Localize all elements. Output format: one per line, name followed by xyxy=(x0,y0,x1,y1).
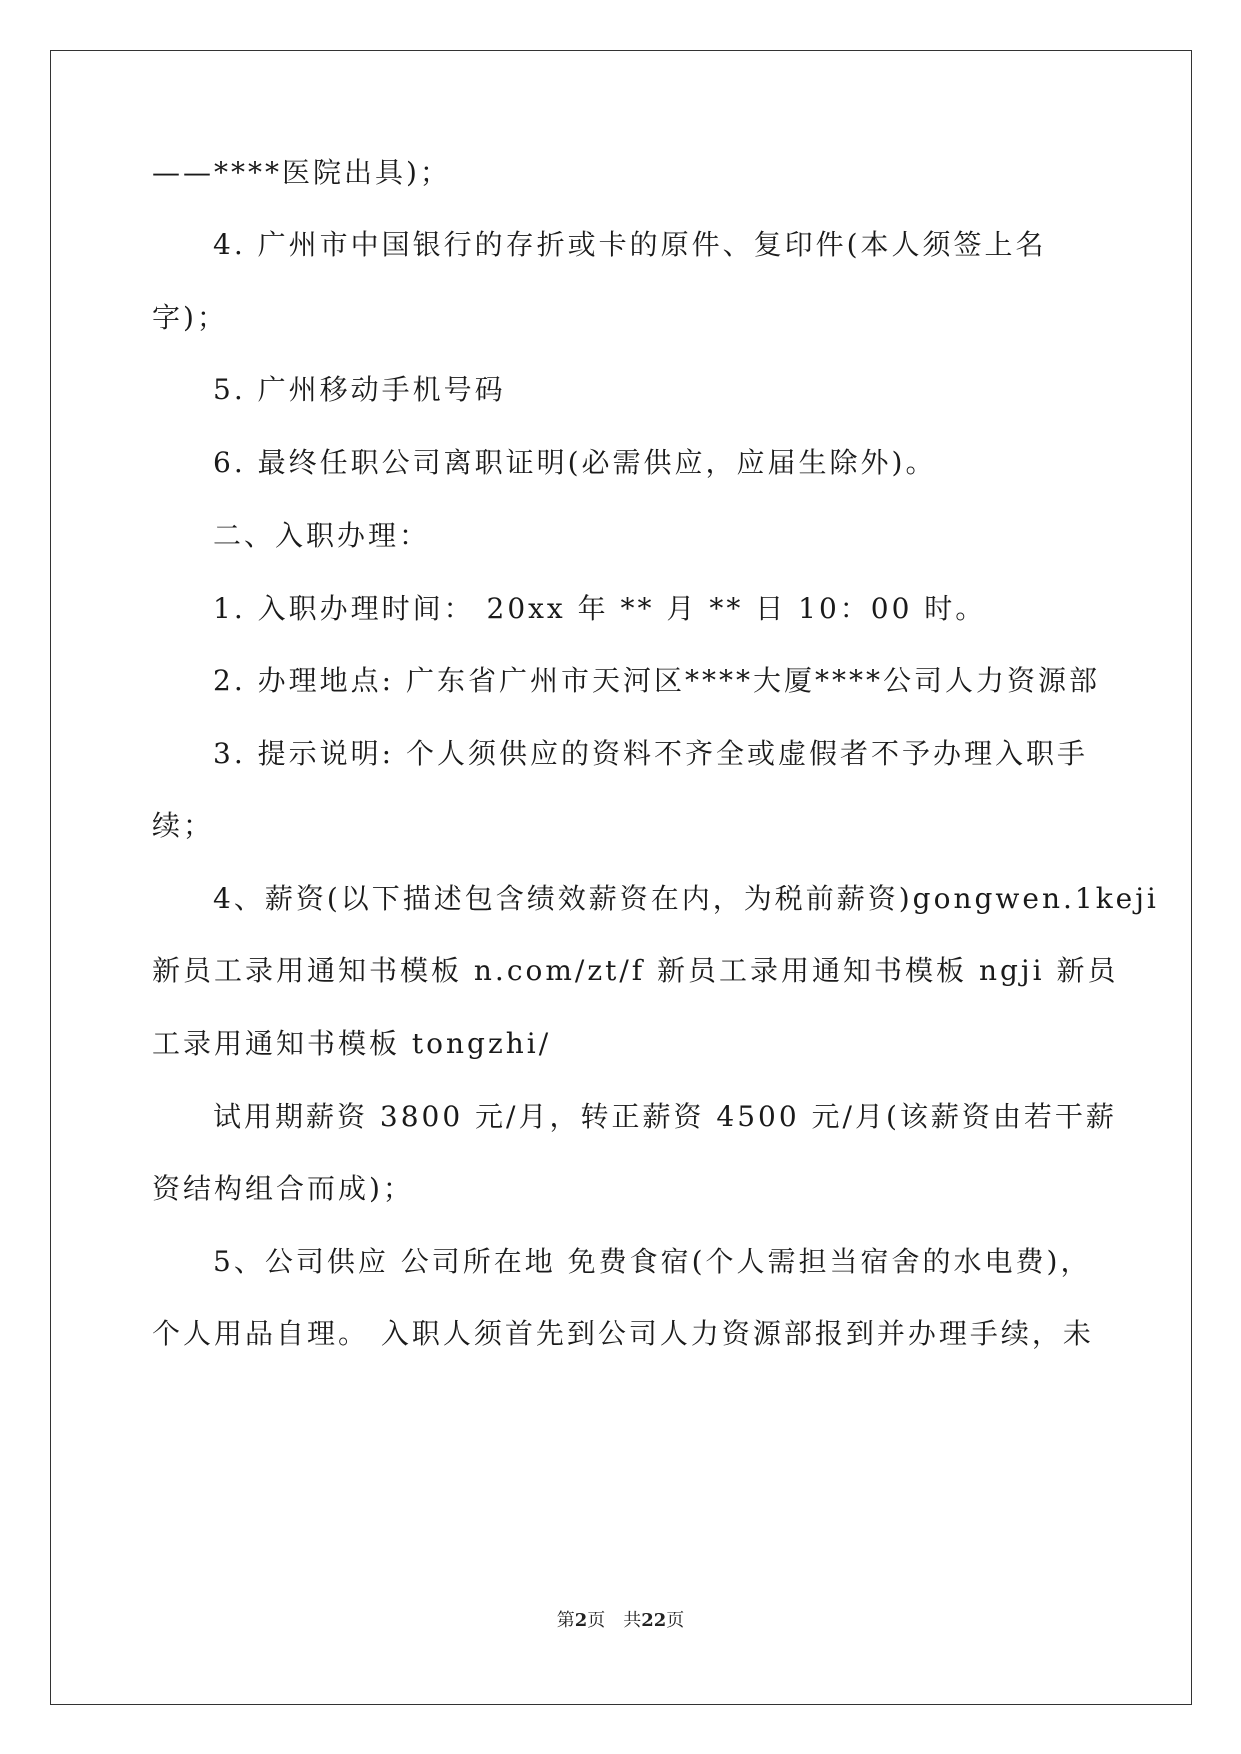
footer-suffix: 页 xyxy=(666,1610,685,1631)
text-line-16: 5、公司供应 公司所在地 免费食宿(个人需担当宿舍的水电费)， xyxy=(213,1245,1092,1278)
text-line-9: 3. 提示说明: 个人须供应的资料不齐全或虚假者不予办理入职手 xyxy=(213,737,1088,770)
footer-prefix: 第 xyxy=(556,1610,575,1631)
page-footer xyxy=(0,1609,1241,1633)
text-line-2: 4. 广州市中国银行的存折或卡的原件、复印件(本人须签上名 xyxy=(213,228,1047,261)
footer-page-number: 2 xyxy=(574,1610,588,1631)
text-line-10: 续； xyxy=(152,809,215,842)
footer-page-total: 22 xyxy=(641,1610,667,1631)
text-line-8: 2. 办理地点: 广东省广州市天河区****大厦****公司人力资源部 xyxy=(213,664,1100,697)
text-line-13: 工录用通知书模板 tongzhi/ xyxy=(152,1027,552,1060)
text-line-4: 5. 广州移动手机号码 xyxy=(213,373,506,406)
section-heading-onboarding: 二、入职办理： xyxy=(213,519,431,552)
text-line-7: 1. 入职办理时间： 20xx 年 ** 月 ** 日 10：00 时。 xyxy=(213,592,987,625)
text-line-15: 资结构组合而成)； xyxy=(152,1172,414,1205)
footer-mid: 页 共 xyxy=(587,1610,642,1631)
text-line-1: ——****医院出具)； xyxy=(152,156,451,189)
text-line-11: 4、薪资(以下描述包含绩效薪资在内，为税前薪资)gongwen.1keji xyxy=(213,882,1159,915)
text-line-12: 新员工录用通知书模板 n.com/zt/f 新员工录用通知书模板 ngji 新员 xyxy=(152,954,1119,987)
text-line-17: 个人用品自理。 入职人须首先到公司人力资源部报到并办理手续，未 xyxy=(152,1317,1094,1350)
text-line-5: 6. 最终任职公司离职证明(必需供应，应届生除外)。 xyxy=(213,446,937,479)
text-line-14: 试用期薪资 3800 元/月，转正薪资 4500 元/月(该薪资由若干薪 xyxy=(213,1100,1117,1133)
text-line-3: 字)； xyxy=(152,301,228,334)
